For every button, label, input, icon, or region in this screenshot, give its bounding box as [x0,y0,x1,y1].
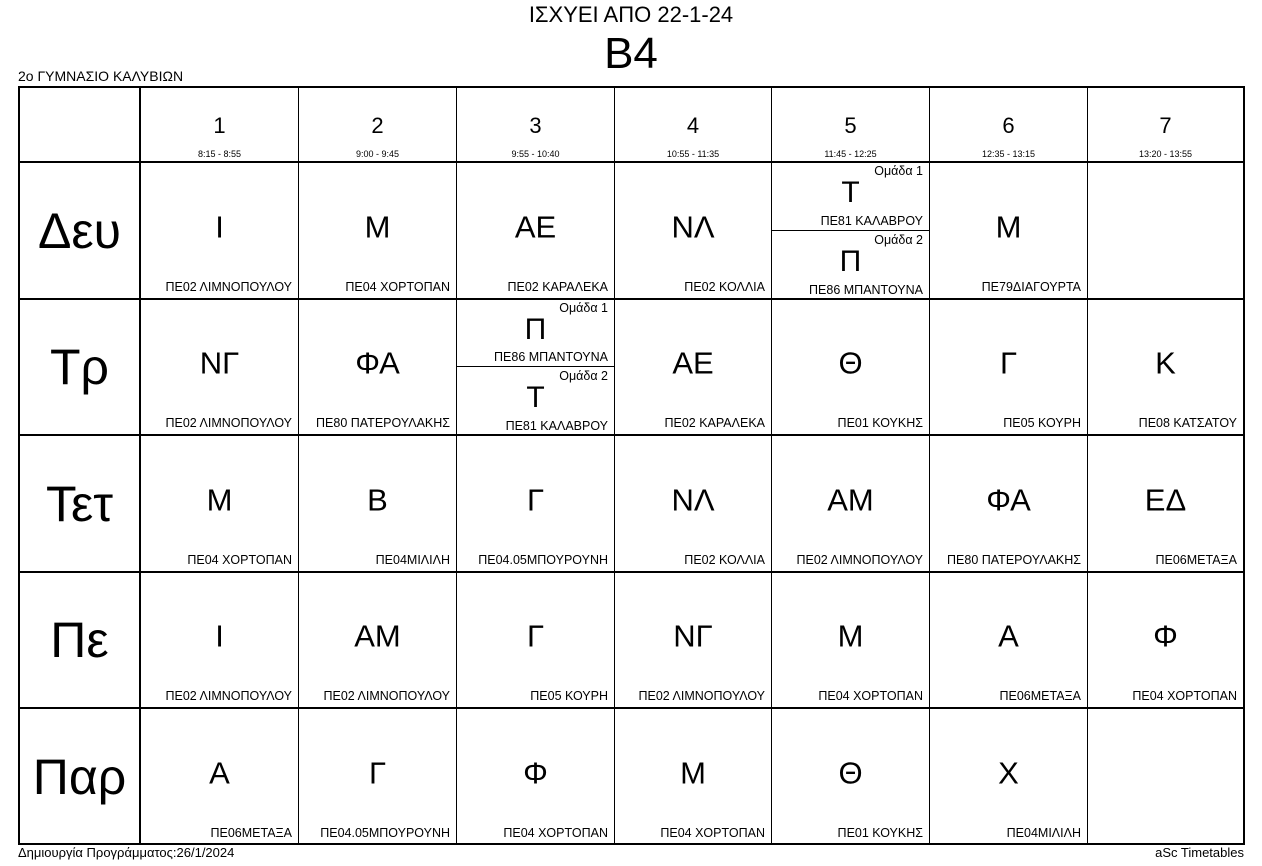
lesson-cell [457,572,615,708]
class-title: Β4 [604,29,658,78]
created-date: Δημιουργία Προγράμματος:26/1/2024 [18,845,235,860]
subject-code: Ι [215,208,224,244]
lesson-cell [457,162,615,299]
subject-code: Ι [215,618,224,654]
valid-from-heading: ΙΣΧΥΕΙ ΑΠΟ 22-1-24 [528,2,734,27]
teacher-name: ΠΕ02 ΚΑΡΑΛΕΚΑ [664,416,765,430]
teacher-name: ΠΕ80 ΠΑΤΕΡΟΥΛΑΚΗΣ [316,416,450,430]
teacher-name: ΠΕ79ΔΙΑΓΟΥΡΤΑ [981,280,1081,294]
day-label-cell [20,299,141,435]
subject-code: Μ [837,618,864,654]
subject-code: ΑΕ [672,345,714,381]
subject-code: Μ [680,754,706,790]
lesson-cell [772,572,930,708]
subject-code: ΦΑ [355,345,400,381]
period-header [930,88,1088,162]
subject-code: Τ [526,381,545,414]
subject-code: Π [524,313,547,346]
period-number: 1 [213,113,226,138]
subject-code: ΑΕ [514,208,557,244]
teacher-name: ΠΕ06ΜΕΤΑΞΑ [210,826,292,840]
subject-code: Β [367,481,388,517]
subject-code: Τ [841,176,860,209]
teacher-name: ΠΕ01 ΚΟΥΚΗΣ [837,416,923,430]
day-name: Τετ [45,475,114,532]
group-label: Ομάδα 1 [559,301,608,315]
subject-code: Π [839,244,862,278]
period-time: 8:15 - 8:55 [197,149,242,159]
period-time: 13:20 - 13:55 [1138,149,1193,159]
lesson-cell [299,708,457,845]
lesson-cell [299,162,457,299]
lesson-cell [1088,435,1243,572]
teacher-name: ΠΕ02 ΛΙΜΝΟΠΟΥΛΟΥ [165,416,292,430]
teacher-name: ΠΕ02 ΛΙΜΝΟΠΟΥΛΟΥ [796,553,923,567]
subject-code: Θ [838,345,863,381]
period-header [457,88,615,162]
teacher-name: ΠΕ02 ΛΙΜΝΟΠΟΥΛΟΥ [323,689,450,703]
period-time: 10:55 - 11:35 [666,149,720,159]
generator-label: aSc Timetables [1155,845,1244,860]
lesson-cell [1088,299,1243,435]
period-time: 9:00 - 9:45 [355,149,400,159]
lesson-cell [141,435,299,572]
lesson-cell [457,435,615,572]
subject-code: Γ [999,345,1018,381]
subject-code: Μ [995,208,1022,244]
lesson-cell [772,708,930,845]
lesson-cell [299,299,457,435]
lesson-cell [615,435,772,572]
subject-code: ΝΓ [673,618,713,654]
lesson-cell [457,708,615,845]
teacher-name: ΠΕ02 ΚΑΡΑΛΕΚΑ [507,280,608,294]
lesson-cell [457,299,615,435]
teacher-name: ΠΕ04.05ΜΠΟΥΡΟΥΝΗ [478,553,608,567]
teacher-name: ΠΕ02 ΛΙΜΝΟΠΟΥΛΟΥ [165,689,292,703]
lesson-cell [772,162,930,299]
teacher-name: ΠΕ81 ΚΑΛΑΒΡΟΥ [505,419,608,433]
teacher-name: ΠΕ02 ΛΙΜΝΟΠΟΥΛΟΥ [638,689,765,703]
teacher-name: ΠΕ81 ΚΑΛΑΒΡΟΥ [820,213,923,228]
group-lesson [457,367,614,435]
period-time: 12:35 - 13:15 [981,149,1036,159]
subject-code: Μ [206,481,233,517]
lesson-cell [141,572,299,708]
subject-code: Α [209,754,230,790]
teacher-name: ΠΕ02 ΛΙΜΝΟΠΟΥΛΟΥ [165,280,292,294]
lesson-cell [141,162,299,299]
subject-code: Κ [1155,345,1176,381]
group-lesson [772,231,929,300]
teacher-name: ΠΕ04 ΧΟΡΤΟΠΑΝ [818,689,923,703]
period-header [1088,88,1243,162]
lesson-cell [141,708,299,845]
subject-code: ΕΔ [1144,481,1187,517]
teacher-name: ΠΕ01 ΚΟΥΚΗΣ [837,826,923,840]
subject-code: Χ [998,754,1019,790]
teacher-name: ΠΕ04 ΧΟΡΤΟΠΑΝ [345,280,450,294]
lesson-cell [299,435,457,572]
lesson-cell [615,572,772,708]
subject-code: ΝΛ [671,481,715,517]
lesson-cell [930,299,1088,435]
subject-code: ΑΜ [827,481,874,517]
subject-code: ΝΓ [199,345,240,381]
lesson-cell [930,572,1088,708]
lesson-cell [141,299,299,435]
period-number: 4 [686,113,700,138]
period-header [772,88,930,162]
period-time: 9:55 - 10:40 [511,149,560,159]
lesson-cell [615,299,772,435]
teacher-name: ΠΕ04.05ΜΠΟΥΡΟΥΝΗ [320,826,450,840]
subject-code: Γ [368,754,387,790]
teacher-name: ΠΕ86 ΜΠΑΝΤΟΥΝΑ [809,283,923,297]
lesson-cell [299,572,457,708]
lesson-cell [1088,162,1243,299]
subject-code: Γ [526,618,545,654]
period-header [299,88,457,162]
teacher-name: ΠΕ04 ΧΟΡΤΟΠΑΝ [503,826,608,840]
subject-code: Α [998,618,1019,654]
lesson-cell [1088,572,1243,708]
teacher-name: ΠΕ80 ΠΑΤΕΡΟΥΛΑΚΗΣ [947,553,1081,567]
lesson-cell [772,435,930,572]
day-name: Παρ [32,748,127,805]
teacher-name: ΠΕ86 ΜΠΑΝΤΟΥΝΑ [494,350,608,364]
teacher-name: ΠΕ05 ΚΟΥΡΗ [1003,416,1081,430]
day-label-cell [20,708,141,845]
subject-code: Φ [523,754,548,790]
lesson-cell [930,708,1088,845]
day-name: Πε [50,612,109,668]
group-label: Ομάδα 1 [874,164,923,178]
day-name: Δευ [37,202,122,259]
timetable-grid [18,86,1245,845]
lesson-cell [930,435,1088,572]
subject-code: ΑΜ [354,618,401,654]
period-number: 3 [529,113,542,138]
teacher-name: ΠΕ08 ΚΑΤΣΑΤΟΥ [1138,416,1237,430]
teacher-name: ΠΕ06ΜΕΤΑΞΑ [999,689,1081,703]
subject-code: Θ [838,754,863,790]
period-number: 6 [1002,113,1015,138]
day-label-cell [20,435,141,572]
lesson-cell [930,162,1088,299]
subject-code: ΦΑ [986,481,1031,517]
teacher-name: ΠΕ02 ΚΟΛΛΙΑ [684,280,765,294]
group-label: Ομάδα 2 [559,369,608,383]
corner-cell [20,88,141,162]
subject-code: Μ [364,208,391,244]
subject-code: Φ [1153,618,1178,654]
lesson-cell [772,299,930,435]
teacher-name: ΠΕ06ΜΕΤΑΞΑ [1155,553,1237,567]
teacher-name: ΠΕ04ΜΙΛΙΛΗ [1006,826,1081,840]
subject-code: ΝΛ [671,208,715,244]
teacher-name: ΠΕ04ΜΙΛΙΛΗ [375,553,450,567]
period-time: 11:45 - 12:25 [824,149,877,159]
day-name: Τρ [50,339,109,395]
lesson-cell [615,708,772,845]
teacher-name: ΠΕ05 ΚΟΥΡΗ [530,689,608,703]
day-label-cell [20,162,141,299]
school-name: 2ο ΓΥΜΝΑΣΙΟ ΚΑΛΥΒΙΩΝ [18,68,184,84]
group-label: Ομάδα 2 [874,232,923,247]
day-label-cell [20,572,141,708]
subject-code: Γ [526,481,545,517]
period-number: 7 [1159,113,1172,138]
teacher-name: ΠΕ04 ΧΟΡΤΟΠΑΝ [1132,689,1237,703]
lesson-cell [615,162,772,299]
period-number: 5 [844,113,857,138]
group-lesson [772,162,929,231]
lesson-cell [1088,708,1243,845]
teacher-name: ΠΕ04 ΧΟΡΤΟΠΑΝ [187,553,292,567]
period-header [141,88,299,162]
period-number: 2 [371,113,384,138]
period-header [615,88,772,162]
teacher-name: ΠΕ04 ΧΟΡΤΟΠΑΝ [660,826,765,840]
group-lesson [457,299,614,367]
teacher-name: ΠΕ02 ΚΟΛΛΙΑ [684,553,765,567]
